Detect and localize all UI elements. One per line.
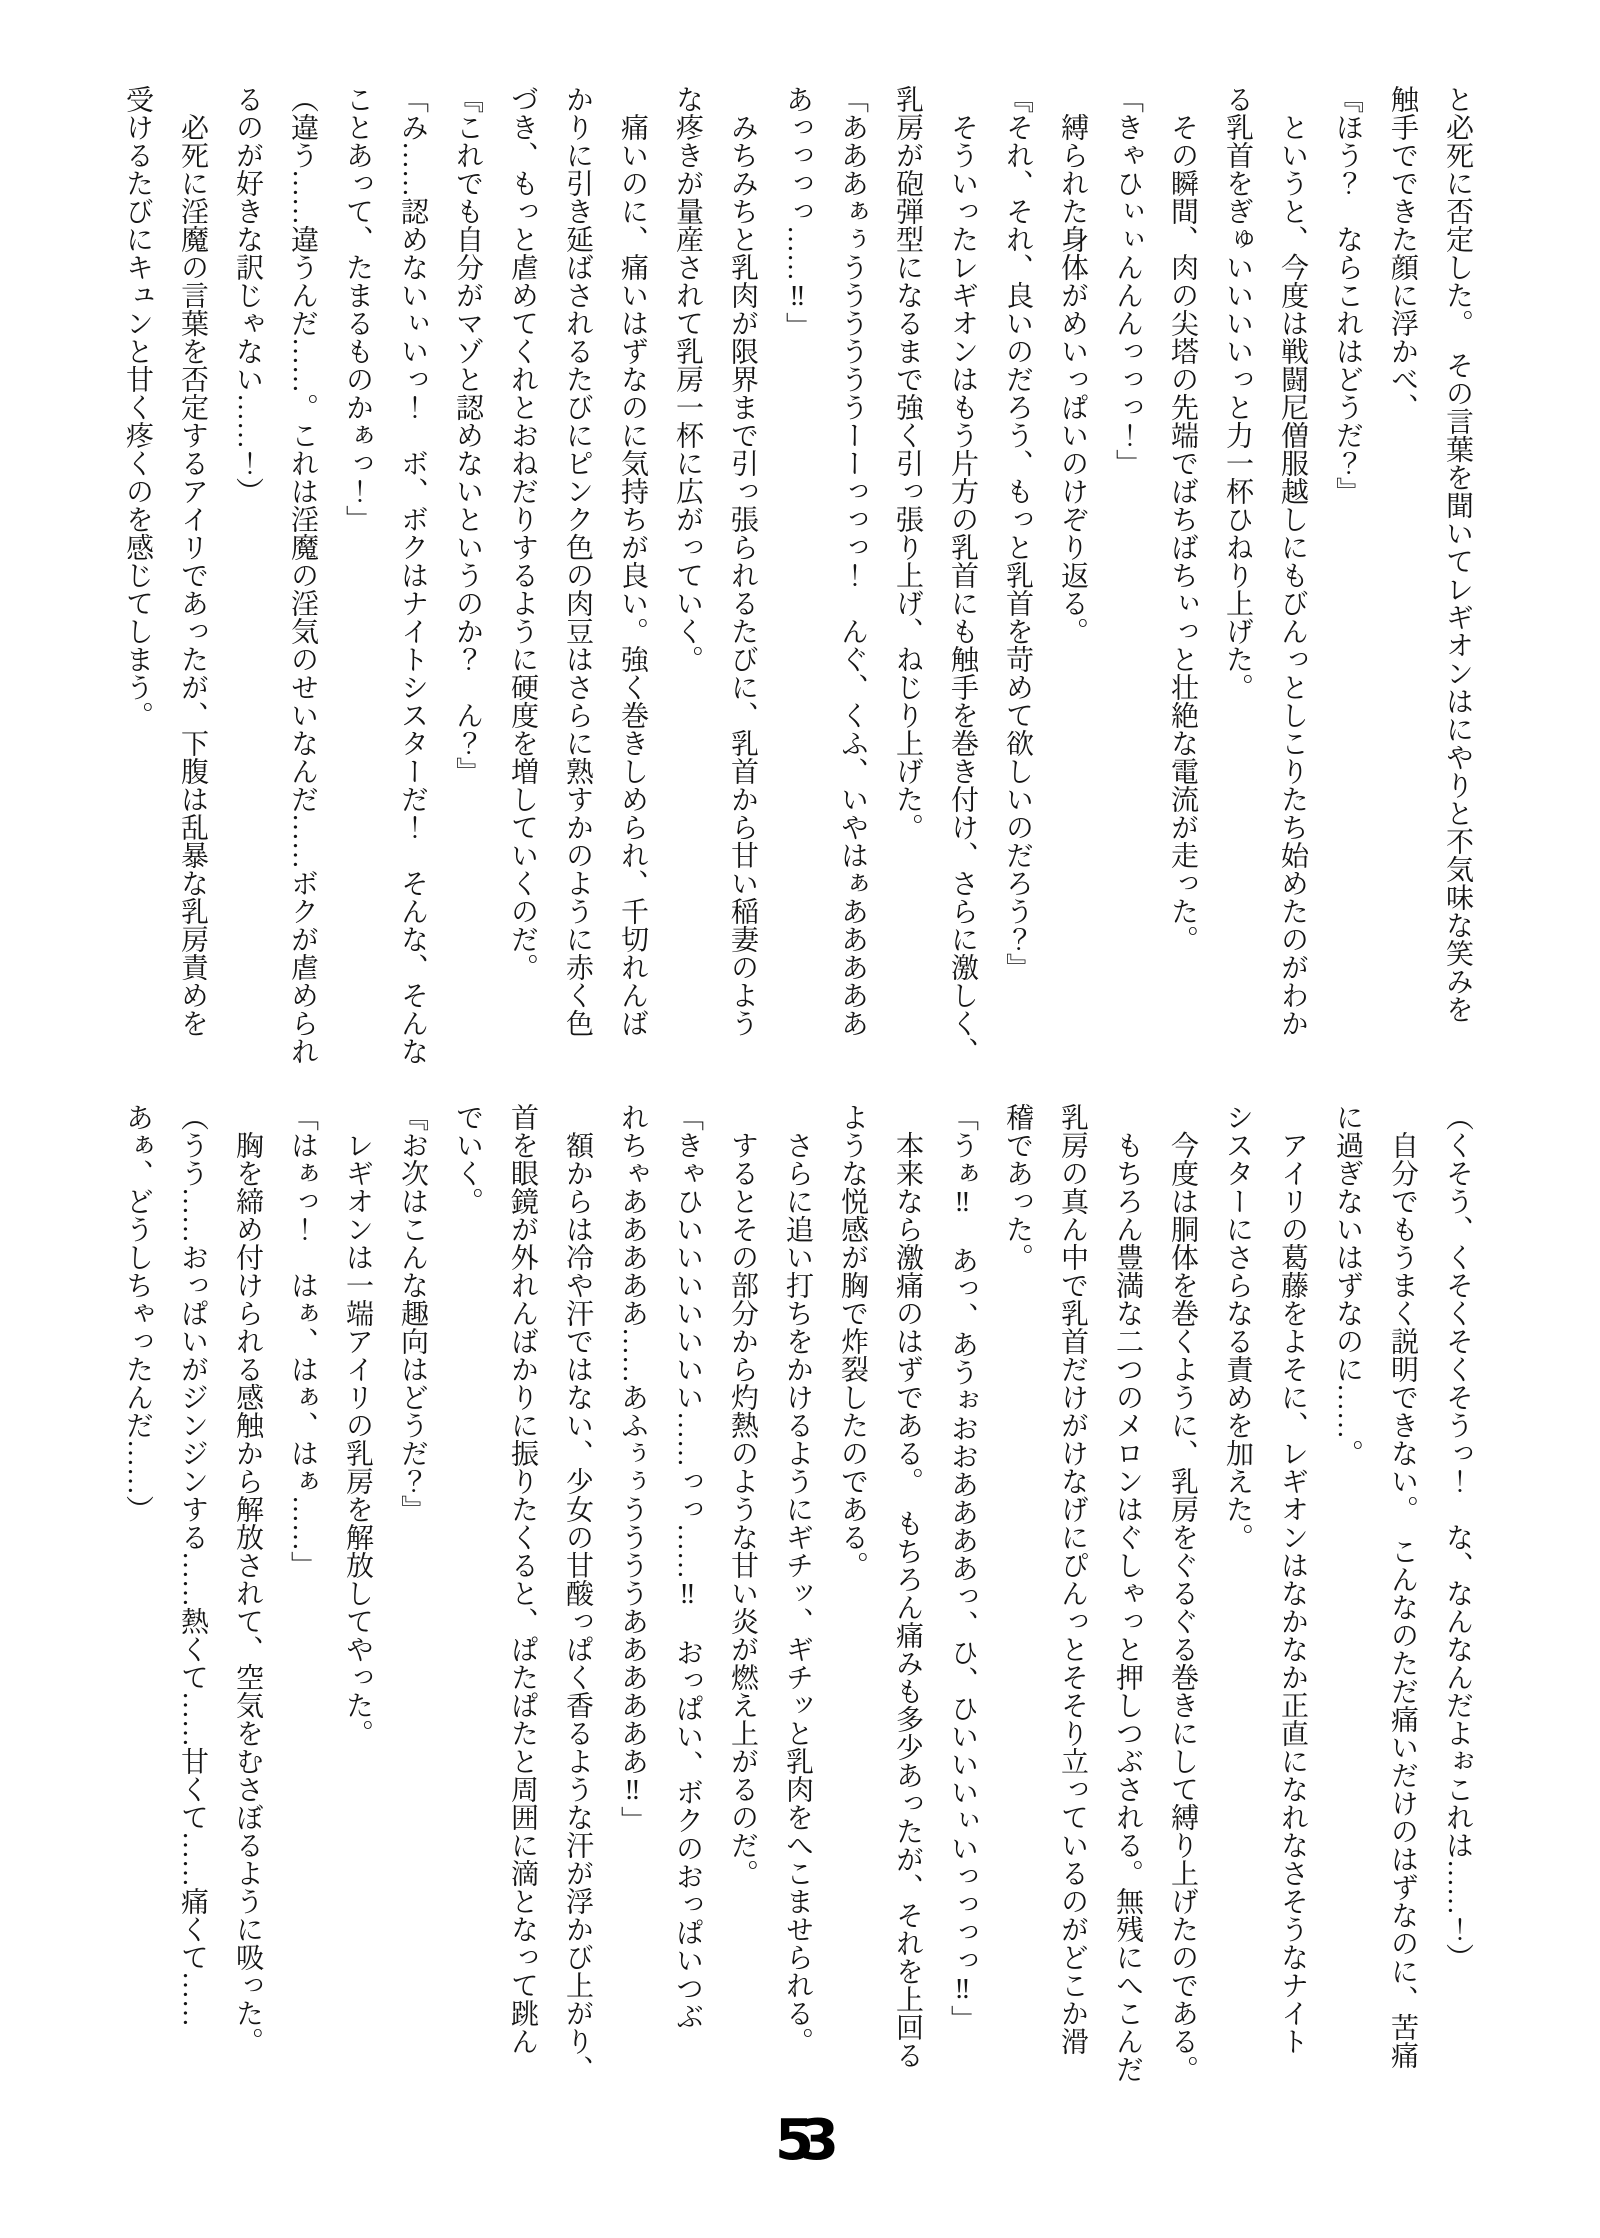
text-line: 「あああぁぅううううううーーっっっ！ んぐ、くふ、いやはぁあああああ [837,85,868,1037]
text-line: 「み……認めないぃいっ！ ボ、ボクはナイトシスターだ！ そんな、そんな [397,85,428,1065]
text-line: でいく。 [452,1103,483,1215]
text-line: れちゃあああああ……あふぅぅううううああああああ‼」 [617,1103,648,1834]
text-line: アイリの葛藤をよそに、レギオンはなかなか正直になれなさそうなナイト [1277,1131,1308,2055]
text-line: そういったレギオンはもう片方の乳首にも触手を巻き付け、さらに激しく、 [947,113,978,1065]
text-line: 「はぁっ！ はぁ、はぁ、はぁ……」 [287,1103,318,1579]
text-line: 必死に淫魔の言葉を否定するアイリであったが、下腹は乱暴な乳房責めを [177,113,208,1037]
text-line: （くそう、くそくそくそうっ！ な、なんなんだよぉこれは……！） [1442,1103,1473,1971]
text-line: あぁ、どうしちゃったんだ……） [122,1103,153,1523]
text-line: 痛いのに、痛いはずなのに気持ちが良い。強く巻きしめられ、千切れんば [617,113,648,1037]
text-line: 「うぁ‼ あっ、あうぉおおああああっ、ひ、ひいいいぃいっっっっ‼」 [947,1103,978,2033]
text-line: な疼きが量産されて乳房一杯に広がっていく。 [672,85,703,673]
text-line: るのが好きな訳じゃない……！） [232,85,263,505]
text-line: ような悦感が胸で炸裂したのである。 [837,1103,868,1579]
text-line: 乳房が砲弾型になるまで強く引っ張り上げ、ねじり上げた。 [892,85,923,841]
text-line: と必死に否定した。 その言葉を聞いてレギオンはにやりと不気味な笑みを [1442,85,1473,1023]
text-line: 稽であった。 [1002,1103,1033,1271]
text-line: シスターにさらなる責めを加えた。 [1222,1103,1253,1551]
text-line: に過ぎないはずなのに……。 [1332,1103,1363,1467]
text-line: 乳房の真ん中で乳首だけがけなげにぴんっとそそり立っているのがどこか滑 [1057,1103,1088,2055]
text-line: 受けるたびにキュンと甘く疼くのを感じてしまう。 [122,85,153,729]
text-line: （うう……おっぱいがジンジンする……熱くて……甘くて……痛くて…… [177,1103,208,2027]
text-line: もちろん豊満な二つのメロンはぐしゃっと押しつぶされる。無残にへこんだ [1112,1131,1143,2083]
text-line: 触手でできた顔に浮かべ、 [1387,85,1418,421]
text-line: 胸を締め付けられる感触から解放されて、空気をむさぼるように吸った。 [232,1131,263,2055]
text-line: ことあって、たまるものかぁっ！」 [342,85,373,533]
text-line: （違う……違うんだ……。これは淫魔の淫気のせいなんだ……ボクが虐められ [287,85,318,1065]
text-line: 自分でもうまく説明できない。 こんなのただ痛いだけのはずなのに、苦痛 [1387,1131,1418,2069]
text-line: 「きゃひぃぃんんんっっっ！」 [1112,85,1143,477]
text-line: 『それ、それ、良いのだろう、もっと乳首を苛めて欲しいのだろう？』 [1002,85,1033,981]
text-band-top [110,85,1485,1075]
text-line: かりに引き延ばされるたびにピンク色の肉豆はさらに熟すかのように赤く色 [562,85,593,1037]
text-line: その瞬間、肉の尖塔の先端でばちばちぃっと壮絶な電流が走った。 [1167,113,1198,953]
text-line: 縛られた身体がめいっぱいのけぞり返る。 [1057,113,1088,645]
text-line: 本来なら激痛のはずである。 もちろん痛みも多少あったが、それを上回る [892,1131,923,2069]
text-line: 額からは冷や汗ではない、少女の甘酸っぱく香るような汗が浮かび上がり、 [562,1131,593,2083]
text-line: あっっっっ……‼」 [782,85,813,340]
page-number: 53 [775,2108,825,2173]
text-line: る乳首をぎゅいいいいっと力一杯ひねり上げた。 [1222,85,1253,701]
text-line: 「きゃひいいいいいいい……っっ……‼ おっぱい、ボクのおっぱいつぶ [672,1103,703,2030]
text-line: レギオンは一端アイリの乳房を解放してやった。 [342,1131,373,1747]
text-band-bottom [110,1103,1485,2093]
text-line: づき、もっと虐めてくれとおねだりするように硬度を増していくのだ。 [507,85,538,981]
text-line: するとその部分から灼熱のような甘い炎が燃え上がるのだ。 [727,1131,758,1887]
text-line: 『お次はこんな趣向はどうだ？』 [397,1103,428,1523]
text-line: 『これでも自分がマゾと認めないというのか？ ん？』 [452,85,483,785]
text-line: というと、今度は戦闘尼僧服越しにもびんっとしこりたち始めたのがわか [1277,113,1308,1037]
text-line: 今度は胴体を巻くように、乳房をぐるぐる巻きにして縛り上げたのである。 [1167,1131,1198,2083]
text-line: さらに追い打ちをかけるようにギチッ、ギチッと乳肉をへこませられる。 [782,1131,813,2055]
text-line: みちみちと乳肉が限界まで引っ張られるたびに、乳首から甘い稲妻のよう [727,113,758,1037]
text-line: 『ほう？ ならこれはどうだ？』 [1332,85,1363,505]
text-line: 首を眼鏡が外れんばかりに振りたくると、ぱたぱたと周囲に滴となって跳ん [507,1103,538,2055]
